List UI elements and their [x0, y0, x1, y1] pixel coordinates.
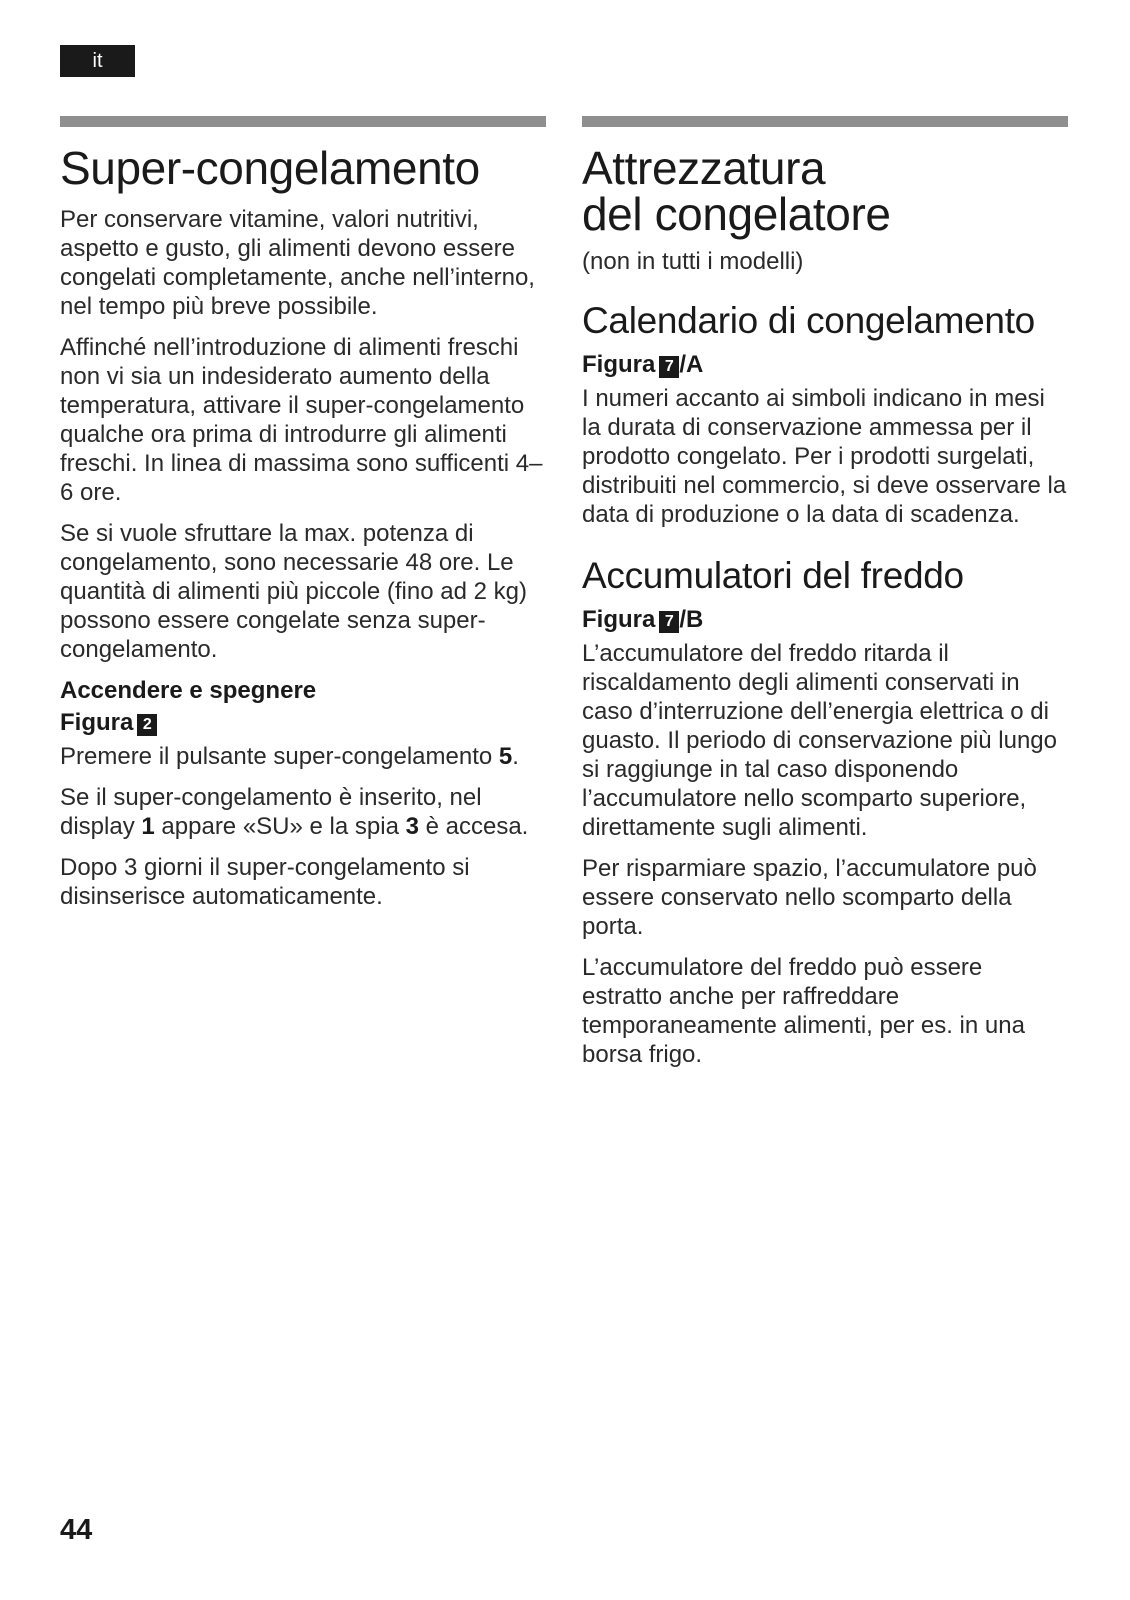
paragraph: Per risparmiare spazio, l’accumulatore può essere conservato nello scomparto della porta. — [582, 855, 1037, 940]
figure-number-box: 7 — [659, 611, 679, 633]
lamp-number: 3 — [405, 813, 419, 840]
figure-number-box: 7 — [659, 356, 679, 378]
language-badge: it — [60, 45, 135, 77]
figure-reference — [582, 348, 1068, 382]
text: appare «SU» e la spia — [161, 813, 399, 840]
title-line: Attrezzatura — [582, 142, 826, 194]
figure-suffix: /B — [679, 606, 704, 633]
section-rule — [582, 116, 1068, 127]
section-title-super-congelamento: Super-congelamento — [60, 142, 480, 194]
page-number: 44 — [60, 1514, 93, 1546]
text: Premere il pulsante super-congelamento — [60, 743, 493, 770]
figure-label: Figura — [582, 351, 656, 378]
figure-reference — [582, 603, 1068, 637]
figure-label: Figura — [582, 606, 656, 633]
figure-label: Figura — [60, 709, 134, 736]
paragraph: Per conservare vitamine, valori nutritivi, aspetto e gusto, gli alimenti devono essere congelati completamente, anche nell’interno, nel tempo più breve possibile. — [60, 206, 535, 320]
paragraph-display — [60, 783, 546, 841]
text: . — [512, 743, 519, 770]
paragraph: Se si vuole sfruttare la max. potenza di congelamento, sono necessarie 48 ore. Le quantità di alimenti più piccole (fino ad 2 kg) possono essere congelate senza super-congelamento. — [60, 520, 527, 663]
text: Se il super-congelamento è inserito, nel display — [60, 784, 482, 840]
subheading-accendere: Accendere e spegnere — [60, 677, 317, 704]
paragraph: L’accumulatore del freddo può essere estratto anche per raffreddare temporaneamente alimenti, per es. in una borsa frigo. — [582, 954, 1025, 1068]
figure-suffix: /A — [679, 351, 704, 378]
paragraph: L’accumulatore del freddo ritarda il riscaldamento degli alimenti conservati in caso d’interruzione dell’energia elettrica o di guasto. Il periodo di conservazione più lungo si raggiunge in tal caso disponendo l’accumulatore nello scomparto superiore, direttamente sugli alimenti. — [582, 640, 1057, 841]
figure-reference — [60, 706, 546, 740]
paragraph: Affinché nell’introduzione di alimenti freschi non vi sia un indesiderato aumento della temperatura, attivare il super-congelamento qualche ora prima di introdurre gli alimenti freschi. In linea di massima sono sufficenti 4–6 ore. — [60, 334, 543, 506]
text: è accesa. — [425, 813, 529, 840]
section-rule — [60, 116, 546, 127]
button-number: 5 — [498, 743, 513, 770]
title-line: del congelatore — [582, 188, 891, 240]
heading-calendario: Calendario di congelamento — [582, 300, 1035, 341]
paragraph: Dopo 3 giorni il super-congelamento si disinserisce automaticamente. — [60, 854, 470, 910]
right-column — [582, 116, 1068, 1081]
paragraph: I numeri accanto ai simboli indicano in mesi la durata di conservazione ammessa per il prodotto congelato. Per i prodotti surgelati, distribuiti nel commercio, si deve osservare la data di produzione o la data di scadenza. — [582, 385, 1067, 528]
display-number: 1 — [141, 813, 155, 840]
models-note: (non in tutti i modelli) — [582, 248, 804, 275]
heading-accumulatori: Accumulatori del freddo — [582, 555, 964, 596]
figure-number-box: 2 — [137, 714, 157, 736]
paragraph-press-button — [60, 742, 546, 771]
left-column — [60, 116, 546, 923]
section-title-attrezzatura — [582, 142, 1068, 240]
